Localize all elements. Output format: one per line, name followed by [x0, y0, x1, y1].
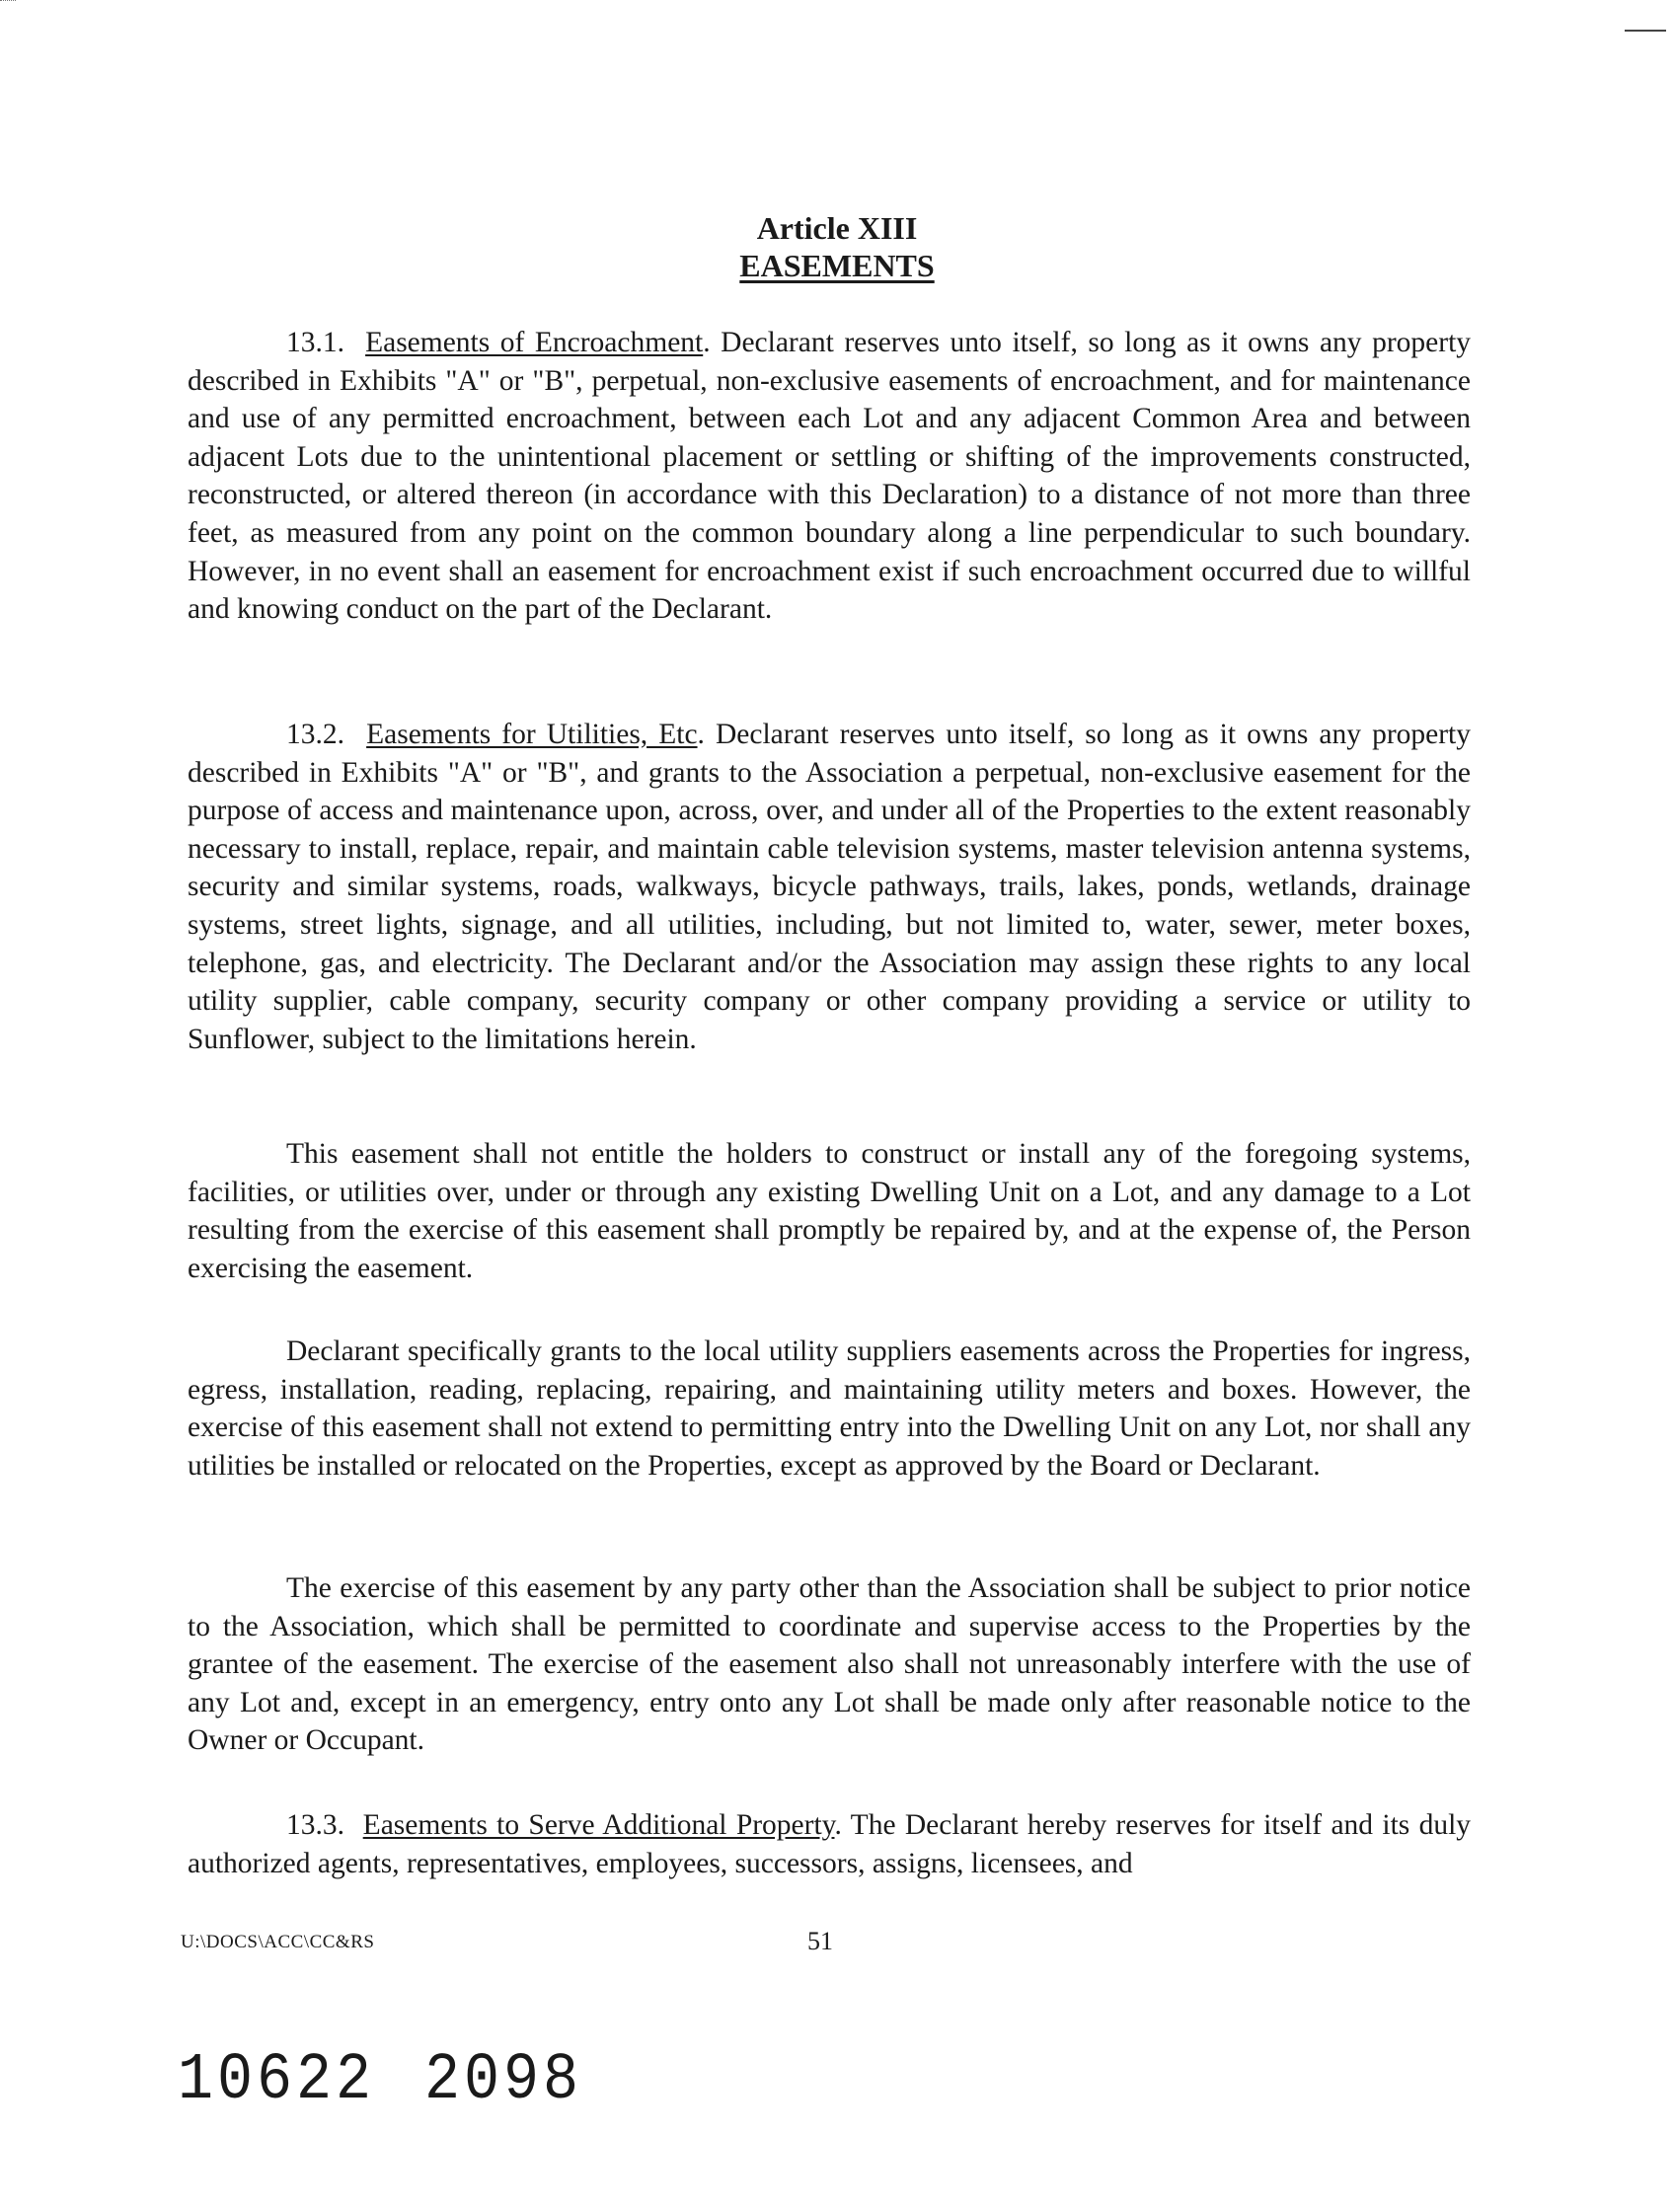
- recording-stamp: [178, 2043, 582, 2118]
- section-13-3: [188, 1806, 1471, 1882]
- margin-dash: [1625, 30, 1666, 32]
- section-number: 13.3.: [286, 1809, 344, 1841]
- section-number: 13.2.: [286, 719, 344, 750]
- document-path: U:\DOCS\ACC\CC&RS: [181, 1932, 375, 1952]
- section-13-2: [188, 716, 1471, 1058]
- article-title: [0, 247, 1674, 284]
- paragraph-exercise: The exercise of this easement by any party other than the Association shall be subject to prior notice to the Association, which shall be permitted to coordinate and supervise access to the Properties by the grantee of the easement. The exercise of the easement also shall not unreasonably interfere with the use of any Lot and, except in an emergency, entry onto any Lot shall be made only after reasonable notice to the Owner or Occupant.: [188, 1572, 1471, 1757]
- page-number: 51: [807, 1927, 833, 1955]
- paragraph-utility-suppliers: Declarant specifically grants to the local utility suppliers easements across the Properties for ingress, egress, installation, reading, replacing, repairing, and maintaining utility meters and boxes. However, the exercise of this easement shall not extend to permitting entry into the Dwelling Unit on any Lot, nor shall any utilities be installed or relocated on the Properties, except as approved by the Board or Declarant.: [188, 1335, 1471, 1482]
- section-13-1: [188, 324, 1471, 629]
- section-title: Easements of Encroachment: [365, 327, 704, 358]
- stamp-page: 2098: [424, 2043, 583, 2119]
- section-number: 13.1.: [286, 327, 344, 358]
- section-title: Easements for Utilities, Etc: [366, 719, 698, 750]
- paragraph-holders: This easement shall not entitle the holders to construct or install any of the foregoing systems, facilities, or utilities over, under or through any existing Dwelling Unit on a Lot, and any damage to a Lot resulting from the exercise of this easement shall promptly be repaired by, and at the expense of, the Person exercising the easement.: [188, 1138, 1471, 1284]
- stamp-book: 10622: [178, 2043, 376, 2119]
- section-text: . Declarant reserves unto itself, so long as it owns any property described in Exhibits "A" or "B", perpetual, non-exclusive easements of encroachment, and for maintenance and use of any permitted encroachment, between each Lot and any adjacent Common Area and between adjacent Lots due to the unintentional placement or settling or shifting of the improvements constructed, reconstructed, or altered thereon (in accordance with this Declaration) to a distance of not more than three feet, as measured from any point on the common boundary along a line perpendicular to such boundary. However, in no event shall an easement for encroachment exist if such encroachment occurred due to willful and knowing conduct on the part of the Declarant.: [188, 327, 1472, 626]
- section-text: . The Declarant hereby reserves for itself and its duly authorized agents, representatives, employees, successors, assigns, licensees, and: [188, 1809, 1472, 1879]
- section-title: Easements to Serve Additional Property: [362, 1809, 835, 1841]
- section-text: . Declarant reserves unto itself, so long as it owns any property described in Exhibits "A" or "B", and grants to the Association a perpetual, non-exclusive easement for the purpose of access and maintenance upon, across, over, and under all of the Properties to the extent reasonably necessary to install, replace, repair, and maintain cable television systems, master television antenna systems, security and similar systems, roads, walkways, bicycle pathways, trails, lakes, ponds, wetlands, drainage systems, street lights, signage, and all utilities, including, but not limited to, water, sewer, meter boxes, telephone, gas, and electricity. The Declarant and/or the Association may assign these rights to any local utility supplier, cable company, security company or other company providing a service or utility to Sunflower, subject to the limitations herein.: [188, 719, 1472, 1055]
- article-number: Article XIII: [756, 210, 918, 246]
- article-title-text: EASEMENTS: [739, 248, 935, 283]
- scan-edge-mark: [0, 0, 16, 1]
